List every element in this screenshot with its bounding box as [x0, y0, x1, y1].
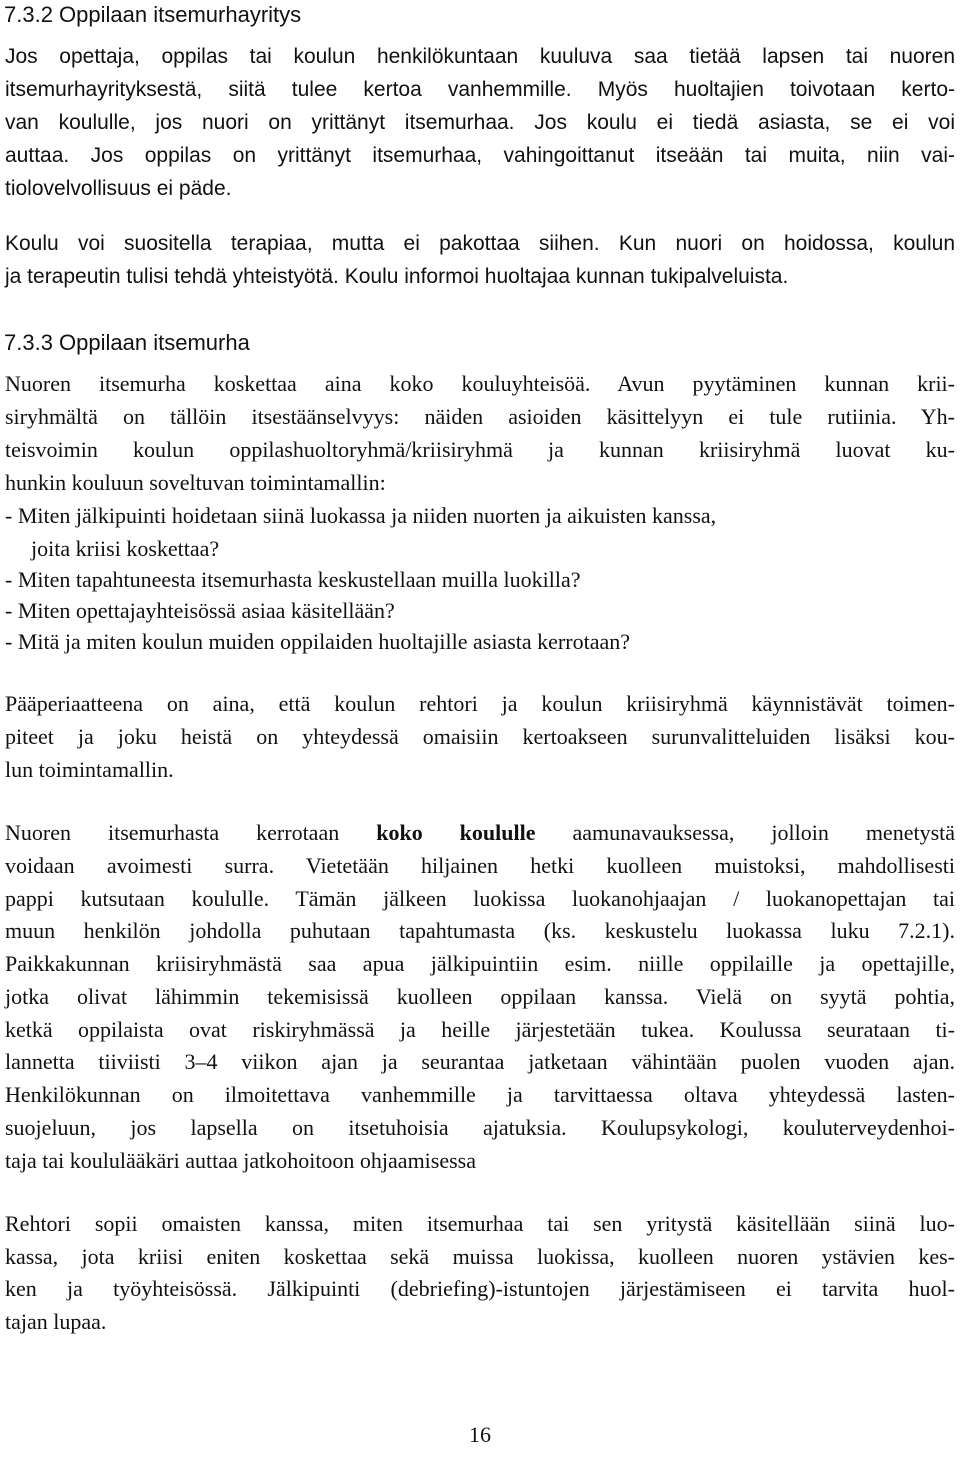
paragraph-text: aamunavauksessa, jolloin menetystä [535, 820, 956, 845]
paragraph-line: Rehtori sopii omaisten kanssa, miten itsemurhaa tai sen yritystä käsitellään siinä luo- [5, 1211, 955, 1236]
paragraph-line: kassa, jota kriisi eniten koskettaa sekä muissa luokissa, kuolleen nuoren ystävien kes- [5, 1244, 955, 1269]
list-item: - Mitä ja miten koulun muiden oppilaiden huoltajille asiasta kerrotaan? [5, 629, 630, 654]
list-item: - Miten tapahtuneesta itsemurhasta keskustellaan muilla luokilla? [5, 567, 581, 592]
paragraph-line: teisvoimin koulun oppilashuoltoryhmä/kriisiryhmä ja kunnan kriisiryhmä luovat ku- [5, 437, 955, 462]
paragraph-line: pappi kutsutaan koululle. Tämän jälkeen luokissa luokanohjaajan / luokanopettajan tai [5, 886, 955, 911]
paragraph-line: Nuoren itsemurha koskettaa aina koko kouluyhteisöä. Avun pyytäminen kunnan krii- [5, 371, 955, 396]
paragraph-line: piteet ja joku heistä on yhteydessä omaisiin kertoakseen surunvalitteluiden lisäksi kou- [5, 724, 955, 749]
paragraph-line: hunkin kouluun soveltuvan toimintamallin: [5, 470, 386, 495]
paragraph-line: voidaan avoimesti surra. Vietetään hiljainen hetki kuolleen muistoksi, mahdollisesti [5, 853, 955, 878]
paragraph-line: ja terapeutin tulisi tehdä yhteistyötä. Koulu informoi huoltajaa kunnan tukipalveluista. [5, 265, 789, 288]
paragraph-line: tajan lupaa. [5, 1309, 107, 1334]
paragraph-line: van koululle, jos nuori on yrittänyt itsemurhaa. Jos koulu ei tiedä asiasta, se ei voi [5, 111, 955, 134]
emphasis-text: koko koululle [376, 820, 536, 845]
paragraph-line: ketkä oppilaista ovat riskiryhmässä ja heille järjestetään tukea. Koulussa seurataan ti- [5, 1017, 955, 1042]
paragraph-line: lun toimintamallin. [5, 757, 174, 782]
paragraph-line: Koulu voi suositella terapiaa, mutta ei pakottaa siihen. Kun nuori on hoidossa, koulun [5, 232, 955, 255]
paragraph-line: siryhmältä on tällöin itsestäänselvyys: näiden asioiden käsittelyyn ei tule rutiinia. Yh- [5, 404, 955, 429]
paragraph-line: Pääperiaatteena on aina, että koulun rehtori ja koulun kriisiryhmä käynnistävät toimen- [5, 691, 955, 716]
paragraph-line [5, 820, 955, 846]
paragraph-line: auttaa. Jos oppilas on yrittänyt itsemurhaa, vahingoittanut itseään tai muita, niin vai- [5, 144, 955, 167]
section-heading-7-3-2: 7.3.2 Oppilaan itsemurhayritys [4, 2, 302, 27]
list-item: - Miten jälkipuinti hoidetaan siinä luokassa ja niiden nuorten ja aikuisten kanssa, [5, 503, 717, 528]
paragraph-line: Jos opettaja, oppilas tai koulun henkilökuntaan kuuluva saa tietää lapsen tai nuoren [5, 45, 955, 68]
paragraph-line: taja tai koululääkäri auttaa jatkohoitoon ohjaamisessa [5, 1148, 477, 1173]
paragraph-line: lannetta tiiviisti 3–4 viikon ajan ja seurantaa jatketaan vähintään puolen vuoden ajan. [5, 1049, 955, 1074]
paragraph-line: suojeluun, jos lapsella on itsetuhoisia ajatuksia. Koulupsykologi, kouluterveydenhoi- [5, 1115, 955, 1140]
paragraph-line: ken ja työyhteisössä. Jälkipuinti (debriefing)-istuntojen järjestämiseen ei tarvita huol- [5, 1276, 955, 1301]
paragraph-line: Paikkakunnan kriisiryhmästä saa apua jälkipuintiin esim. niille oppilaille ja opettajille, [5, 951, 955, 976]
list-item: - Miten opettajayhteisössä asiaa käsitellään? [5, 598, 395, 623]
paragraph-text: Nuoren itsemurhasta kerrotaan [5, 820, 377, 845]
paragraph-line: jotka olivat lähimmin tekemisissä kuolleen oppilaan kanssa. Vielä on syytä pohtia, [5, 984, 955, 1009]
section-heading-7-3-3: 7.3.3 Oppilaan itsemurha [4, 330, 250, 355]
paragraph-line: muun henkilön johdolla puhutaan tapahtumasta (ks. keskustelu luokassa luku 7.2.1). [5, 918, 955, 943]
paragraph-line: itsemurhayrityksestä, siitä tulee kertoa vanhemmille. Myös huoltajien toivotaan kerto- [5, 78, 955, 101]
page-number: 16 [469, 1422, 491, 1447]
list-item-continuation: joita kriisi koskettaa? [31, 536, 220, 561]
paragraph-line: Henkilökunnan on ilmoitettava vanhemmille ja tarvittaessa oltava yhteydessä lasten- [5, 1082, 955, 1107]
paragraph-line: tiolovelvollisuus ei päde. [5, 177, 232, 200]
